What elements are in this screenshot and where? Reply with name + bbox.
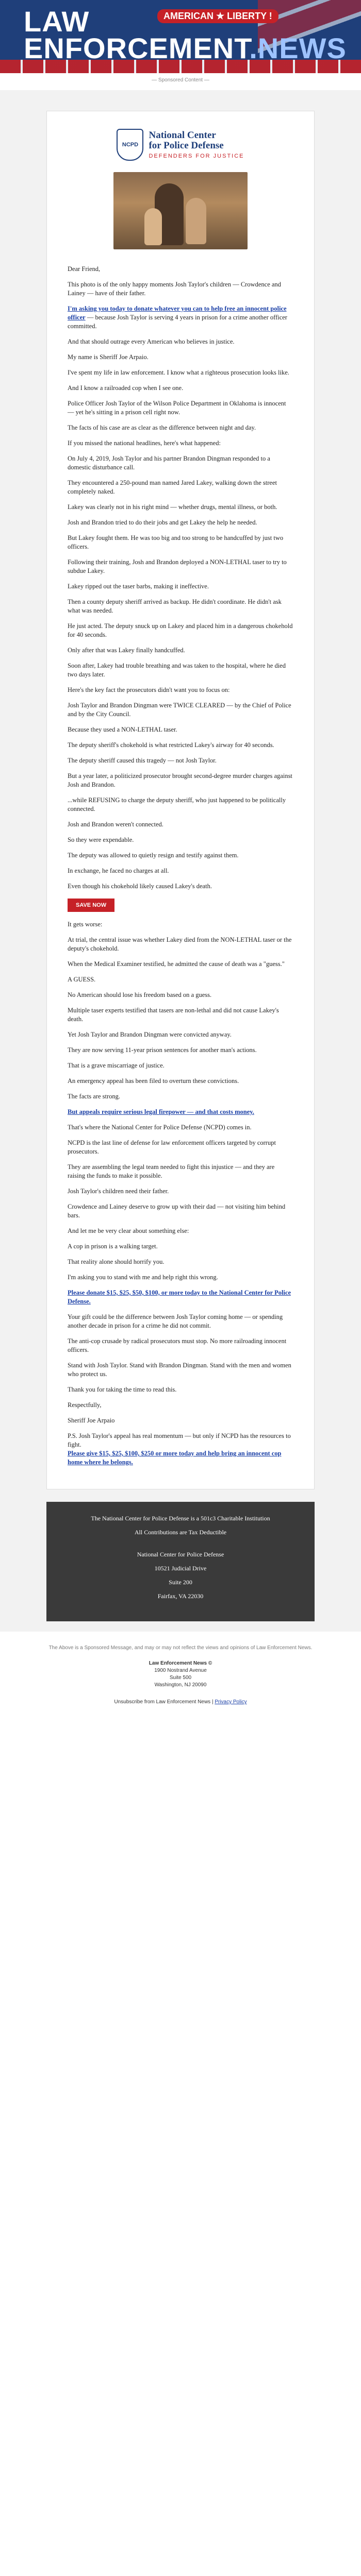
paragraph-text: No American should lose his freedom based on a guess. (68, 991, 212, 998)
letter-paragraph (68, 1092, 293, 1101)
paragraph-text: In exchange, he faced no charges at all. (68, 867, 169, 874)
shield-icon: NCPD (117, 129, 143, 161)
paragraph-text: Dear Friend, (68, 265, 101, 273)
paragraph-text: They are assembling the legal team needed to fight this injustice — and they are raising the funds to make it possible. (68, 1163, 275, 1179)
paragraph-text: But Lakey fought them. He was too big and too strong to be handcuffed by just two officers. (68, 534, 284, 550)
paragraph-text: Josh and Brandon tried to do their jobs and get Lakey the help he needed. (68, 519, 257, 526)
paragraph-text: Josh Taylor and Brandon Dingman were TWICE CLEARED — by the Chief of Police and by the City Council. (68, 702, 291, 718)
paragraph-text: Lakey was clearly not in his right mind — whether drugs, mental illness, or both. (68, 503, 277, 511)
letter-paragraph[interactable] (68, 304, 293, 331)
letter-paragraph (68, 1385, 293, 1394)
paragraph-text: Here's the key fact the prosecutors didn't want you to focus on: (68, 686, 230, 693)
donate-link[interactable]: Please donate $15, $25, $50, $100, or more today to the National Center for Police Defense. (68, 1289, 291, 1305)
publisher-addr3: Washington, NJ 20090 (154, 1682, 207, 1688)
paragraph-text: They are now serving 11-year prison sentences for another man's actions. (68, 1046, 257, 1054)
letter-paragraph (68, 280, 293, 298)
title-line1: LAW (24, 5, 90, 38)
unsubscribe-line (0, 1699, 361, 1705)
paragraph-text: Police Officer Josh Taylor of the Wilson Police Department in Oklahoma is innocent — yet he's sitting in a prison cell right now. (68, 400, 286, 416)
letter-paragraph (68, 1227, 293, 1235)
letter-paragraph (68, 368, 293, 377)
donate-link[interactable]: But appeals require serious legal firepower — and that costs money. (68, 1108, 254, 1115)
paragraph-text: If you missed the national headlines, here's what happened: (68, 439, 221, 447)
footer-box (46, 1502, 315, 1621)
paragraph-text: Yet Josh Taylor and Brandon Dingman were convicted anyway. (68, 1031, 232, 1038)
paragraph-text: Josh Taylor's children need their father. (68, 1188, 169, 1195)
letter-paragraph (68, 399, 293, 417)
paragraph-text: Crowdence and Lainey deserve to grow up with their dad — not visiting him behind bars. (68, 1203, 286, 1219)
paragraph-text: Soon after, Lakey had trouble breathing and was taken to the hospital, where he died two days later. (68, 662, 286, 678)
ps-donate-link[interactable]: Please give $15, $25, $100, $250 or more today and help bring an innocent cop home where he belongs. (68, 1450, 282, 1466)
letter-paragraph (68, 1242, 293, 1251)
paragraph-text: Because they used a NON-LETHAL taser. (68, 726, 177, 733)
publisher-addr1: 1900 Nostrand Avenue (154, 1668, 207, 1673)
email-body (0, 90, 361, 1632)
letter-paragraph (68, 820, 293, 829)
tagline-badge: AMERICAN ★ LIBERTY ! (157, 9, 278, 23)
footer-tax-line: All Contributions are Tax Deductible (134, 1529, 227, 1536)
paragraph-text: That's where the National Center for Police Defense (NCPD) comes in. (68, 1124, 252, 1131)
paragraph-text: My name is Sheriff Joe Arpaio. (68, 353, 149, 361)
letter-paragraph (68, 1416, 293, 1425)
letter-paragraph (68, 701, 293, 719)
paragraph-text: And I know a railroaded cop when I see one. (68, 384, 184, 392)
paragraph-text: An emergency appeal has been filed to overturn these convictions. (68, 1077, 239, 1084)
letter-paragraph (68, 1361, 293, 1379)
letter-paragraph (68, 265, 293, 274)
letter-paragraph (68, 1030, 293, 1039)
paragraph-text: Multiple taser experts testified that tasers are non-lethal and did not cause Lakey's death. (68, 1007, 279, 1023)
paragraph-text: Thank you for taking the time to read this. (68, 1386, 177, 1393)
title-news: .NEWS (249, 32, 347, 64)
family-photo[interactable] (113, 172, 248, 249)
sponsored-label: — Sponsored Content — (152, 77, 209, 83)
letter-paragraph (68, 1432, 293, 1467)
photo-figure (186, 198, 206, 244)
paragraph-text: Then a county deputy sheriff arrived as backup. He didn't coordinate. He didn't ask what was needed. (68, 598, 282, 614)
letter-paragraph (68, 1258, 293, 1266)
letter-paragraph (68, 423, 293, 432)
letter-paragraph (68, 503, 293, 512)
letter-paragraph (68, 975, 293, 984)
paragraph-text: But a year later, a politicized prosecutor brought second-degree murder charges against Josh and Brandon. (68, 772, 292, 788)
paragraph-text: Even though his chokehold likely caused Lakey's death. (68, 883, 212, 890)
letter-paragraph (68, 725, 293, 734)
letter-paragraph (68, 1202, 293, 1220)
footer-suite: Suite 200 (169, 1579, 192, 1586)
letter-paragraph (68, 662, 293, 679)
org-name-line2: for Police Defense (149, 140, 224, 151)
letter-paragraph (68, 1401, 293, 1410)
footer-org-name: National Center for Police Defense (137, 1551, 224, 1558)
letter-paragraph (68, 991, 293, 999)
letter-paragraph[interactable] (68, 1108, 293, 1116)
paragraph-text: — because Josh Taylor is serving 4 years in prison for a crime another officer committed. (68, 314, 287, 330)
masthead-banner[interactable] (0, 0, 361, 73)
paragraph-text: The facts of his case are as clear as the difference between night and day. (68, 424, 256, 431)
footer-street: 10521 Judicial Drive (154, 1565, 207, 1572)
paragraph-text: At trial, the central issue was whether Lakey died from the NON-LETHAL taser or the deputy's chokehold. (68, 936, 292, 952)
letter-paragraph (68, 1337, 293, 1354)
donate-link[interactable]: I'm asking you today to donate whatever you can to help free an innocent police officer (68, 305, 287, 321)
letter-paragraph (68, 337, 293, 346)
footer-charity-line: The National Center for Police Defense is a 501c3 Charitable Institution (91, 1515, 270, 1522)
paragraph-text: I've spent my life in law enforcement. I know what a righteous prosecution looks like. (68, 369, 289, 376)
title-line2: ENFORCEMENT (24, 32, 250, 64)
unsubscribe-text[interactable]: Unsubscribe from Law Enforcement News | (114, 1699, 215, 1705)
letter-paragraph (68, 836, 293, 844)
letter-paragraph (68, 1273, 293, 1282)
letter-paragraph (68, 582, 293, 591)
paragraph-text: A GUESS. (68, 976, 96, 983)
paragraph-text: Following their training, Josh and Brandon deployed a NON-LETHAL taser to try to subdue Lakey. (68, 558, 287, 574)
publisher-address (0, 1660, 361, 1689)
paragraph-text: This photo is of the only happy moments Josh Taylor's children — Crowdence and Lainey — have of their father. (68, 281, 281, 297)
paragraph-text: ...while REFUSING to charge the deputy sheriff, who just happened to be politically connected. (68, 796, 286, 812)
publisher-name: Law Enforcement News © (149, 1660, 212, 1666)
org-logo[interactable] (68, 129, 293, 161)
letter-paragraph (68, 741, 293, 750)
letter-paragraph (68, 1313, 293, 1330)
letter-paragraph (68, 1046, 293, 1055)
letter-paragraph (68, 1139, 293, 1156)
paragraph-text: P.S. Josh Taylor's appeal has real momentum — but only if NCPD has the resources to fight. (68, 1432, 291, 1448)
letter-paragraph (68, 439, 293, 448)
letter-paragraph (68, 920, 293, 929)
paragraph-text: I'm asking you to stand with me and help right this wrong. (68, 1274, 218, 1281)
letter-paragraph (68, 1163, 293, 1180)
paragraph-text: Lakey ripped out the taser barbs, making it ineffective. (68, 583, 209, 590)
letter-paragraph (68, 882, 293, 891)
paragraph-text: It gets worse: (68, 921, 103, 928)
letter-paragraph (68, 1061, 293, 1070)
letter-paragraph (68, 558, 293, 575)
paragraph-text: Josh and Brandon weren't connected. (68, 821, 163, 828)
letter-paragraph (68, 518, 293, 527)
letter-paragraph (68, 384, 293, 393)
paragraph-text: They encountered a 250-pound man named Jared Lakey, walking down the street completely naked. (68, 479, 277, 495)
letter-paragraph (68, 479, 293, 496)
paragraph-text: Your gift could be the difference between Josh Taylor coming home — or spending another decade in prison for a crime he did not commit. (68, 1313, 283, 1329)
paragraph-text: The deputy sheriff's chokehold is what restricted Lakey's airway for 40 seconds. (68, 741, 274, 749)
letter-part1 (68, 265, 293, 891)
paragraph-text: Stand with Josh Taylor. Stand with Brandon Dingman. Stand with the men and women who protect us. (68, 1362, 291, 1378)
letter-paragraph (68, 534, 293, 551)
paragraph-text: The anti-cop crusade by radical prosecutors must stop. No more railroading innocent officers. (68, 1337, 287, 1353)
letter-paragraph (68, 646, 293, 655)
footer-city: Fairfax, VA 22030 (157, 1592, 204, 1600)
paragraph-text: So they were expendable. (68, 836, 134, 843)
letter-paragraph (68, 598, 293, 615)
paragraph-text: That is a grave miscarriage of justice. (68, 1062, 165, 1069)
paragraph-text: And let me be very clear about something else: (68, 1227, 189, 1234)
paragraph-text: He just acted. The deputy snuck up on Lakey and placed him in a dangerous chokehold for 40 seconds. (68, 622, 293, 638)
letter-paragraph[interactable] (68, 1289, 293, 1306)
letter-paragraph (68, 772, 293, 789)
paragraph-text: The facts are strong. (68, 1093, 121, 1100)
paragraph-text: Only after that was Lakey finally handcuffed. (68, 647, 185, 654)
paragraph-text: A cop in prison is a walking target. (68, 1243, 158, 1250)
letter-paragraph (68, 1187, 293, 1196)
letter-paragraph (68, 936, 293, 953)
letter-paragraph (68, 851, 293, 860)
org-name-line1: National Center (149, 130, 216, 141)
paragraph-text: That reality alone should horrify you. (68, 1258, 165, 1265)
letter-paragraph (68, 796, 293, 814)
letter-paragraph (68, 960, 293, 969)
letter-paragraph (68, 1006, 293, 1024)
letter-card (46, 111, 315, 1489)
letter-paragraph (68, 1077, 293, 1086)
letter-paragraph (68, 353, 293, 362)
paragraph-text: NCPD is the last line of defense for law enforcement officers targeted by corrupt prosecutors. (68, 1139, 276, 1155)
paragraph-text: And that should outrage every American who believes in justice. (68, 338, 235, 345)
save-now-button[interactable]: SAVE NOW (68, 899, 114, 912)
paragraph-text: When the Medical Examiner testified, he admitted the cause of death was a "guess." (68, 960, 285, 968)
photo-figure (144, 208, 162, 245)
letter-paragraph (68, 756, 293, 765)
paragraph-text: The deputy sheriff caused this tragedy — not Josh Taylor. (68, 757, 217, 764)
paragraph-text: Sheriff Joe Arpaio (68, 1417, 115, 1424)
org-motto: DEFENDERS FOR JUSTICE (149, 153, 244, 159)
paragraph-text: Respectfully, (68, 1401, 102, 1409)
letter-paragraph (68, 454, 293, 472)
letter-part2 (68, 920, 293, 1467)
privacy-policy-link[interactable]: Privacy Policy (215, 1699, 247, 1705)
letter-paragraph (68, 686, 293, 694)
letter-paragraph (68, 867, 293, 875)
sponsored-disclaimer: The Above is a Sponsored Message, and may or may not reflect the views and opinions of Law Enforcement News. (48, 1645, 313, 1651)
letter-paragraph (68, 622, 293, 639)
paragraph-text: The deputy was allowed to quietly resign and testify against them. (68, 852, 239, 859)
letter-paragraph (68, 1123, 293, 1132)
publisher-addr2: Suite 500 (169, 1675, 192, 1681)
paragraph-text: On July 4, 2019, Josh Taylor and his partner Brandon Dingman responded to a domestic disturbance call. (68, 455, 270, 471)
